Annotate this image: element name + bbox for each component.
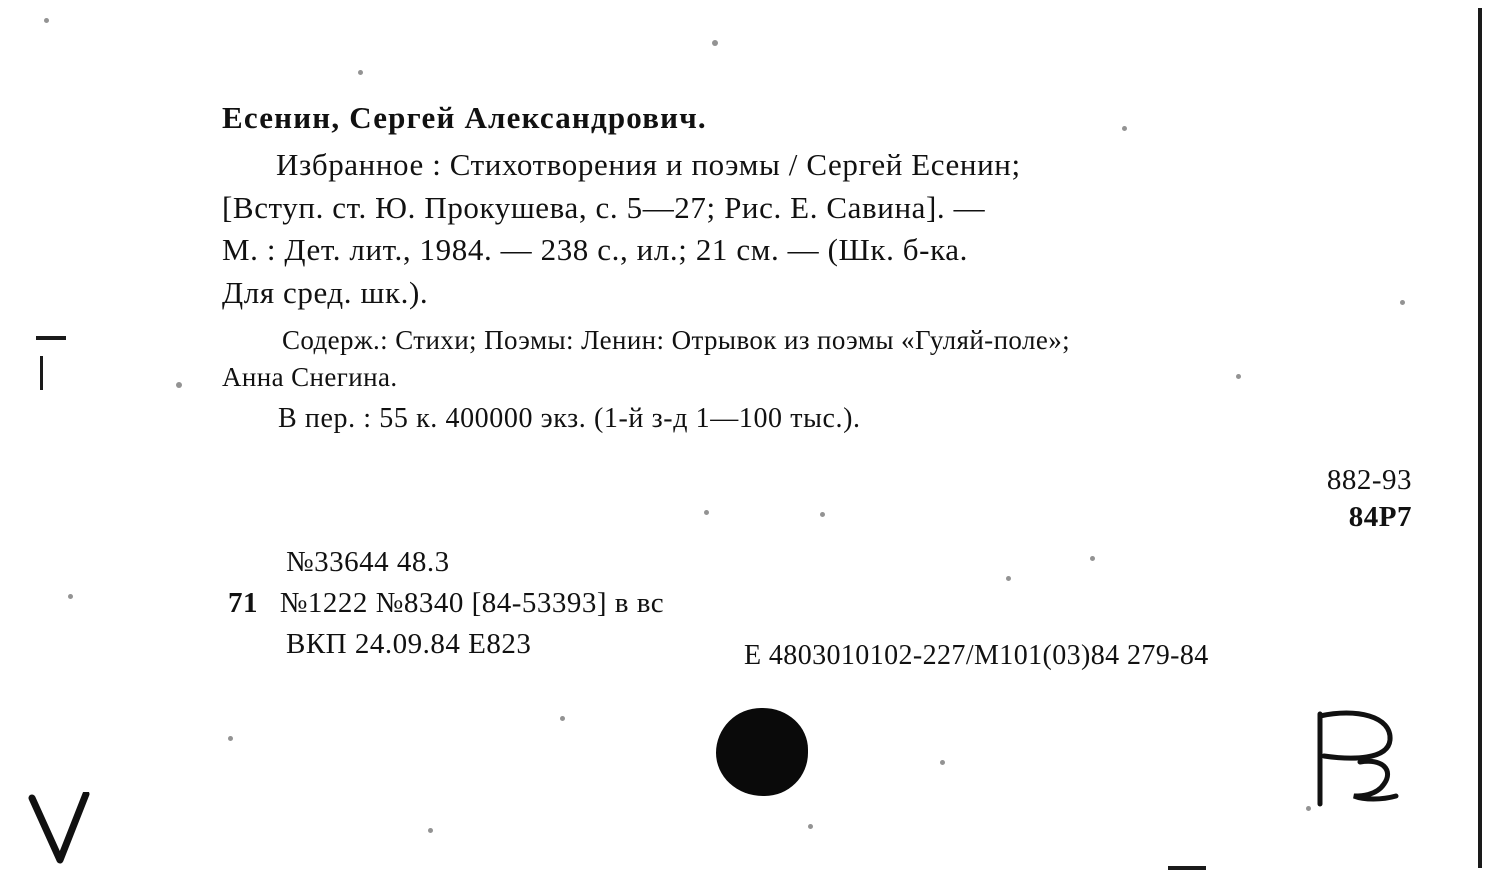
description-line: Избранное : Стихотворения и поэмы / Сергей Есенин; bbox=[276, 147, 1021, 183]
scan-speck bbox=[820, 512, 825, 517]
scan-speck bbox=[68, 594, 73, 599]
description-line: Для сред. шк.). bbox=[222, 274, 429, 310]
accession-block bbox=[228, 542, 664, 666]
bibliographic-record bbox=[222, 98, 1412, 435]
edge-tick-right bbox=[1478, 8, 1482, 868]
bbk-code: 84Р7 bbox=[1348, 501, 1412, 534]
scan-speck bbox=[712, 40, 718, 46]
contents-line: Содерж.: Стихи; Поэмы: Ленин: Отрывок из поэмы «Гуляй-поле»; bbox=[282, 325, 1071, 356]
scan-speck bbox=[228, 736, 233, 741]
scan-speck bbox=[428, 828, 433, 833]
ink-blot bbox=[716, 708, 808, 796]
edge-tick-bottom bbox=[1168, 866, 1206, 870]
description-line: М. : Дет. лит., 1984. — 238 с., ил.; 21 см. — (Шк. б-ка. bbox=[222, 232, 968, 268]
accession-line-2-text: №1222 №8340 [84-53393] в вс bbox=[279, 587, 665, 620]
scan-speck bbox=[940, 760, 945, 765]
accession-line-3: ВКП 24.09.84 Е823 bbox=[286, 628, 532, 661]
udc-code: 882-93 bbox=[1326, 464, 1412, 496]
edge-tick-left-lower bbox=[40, 356, 43, 390]
imprint-line: Е 4803010102-227/М101(03)84 279-84 bbox=[744, 640, 1209, 671]
contents-line: Анна Снегина. bbox=[222, 362, 398, 393]
scan-speck bbox=[808, 824, 813, 829]
handwritten-initials bbox=[1298, 700, 1418, 820]
handwritten-checkmark bbox=[26, 792, 96, 870]
description-line: [Вступ. ст. Ю. Прокушева, с. 5—27; Рис. Е. Савина]. — bbox=[222, 189, 986, 225]
scan-speck bbox=[358, 70, 363, 75]
edge-tick-left-upper bbox=[36, 336, 66, 340]
scan-speck bbox=[1006, 576, 1011, 581]
accession-line-1: №33644 48.3 bbox=[286, 546, 450, 578]
price-and-print-run: В пер. : 55 к. 400000 экз. (1-й з-д 1—100 тыс.). bbox=[278, 402, 861, 434]
scan-speck bbox=[176, 382, 182, 388]
scan-speck bbox=[44, 18, 49, 23]
author-heading: Есенин, Сергей Александрович. bbox=[222, 100, 707, 135]
classification-codes bbox=[1327, 462, 1412, 536]
contents-note bbox=[222, 322, 1412, 397]
accession-line-2 bbox=[228, 583, 664, 624]
scan-speck bbox=[1090, 556, 1095, 561]
scan-speck bbox=[704, 510, 709, 515]
title-statement bbox=[222, 144, 1412, 314]
accession-line-2-prefix: 71 bbox=[228, 587, 258, 620]
scan-speck bbox=[560, 716, 565, 721]
